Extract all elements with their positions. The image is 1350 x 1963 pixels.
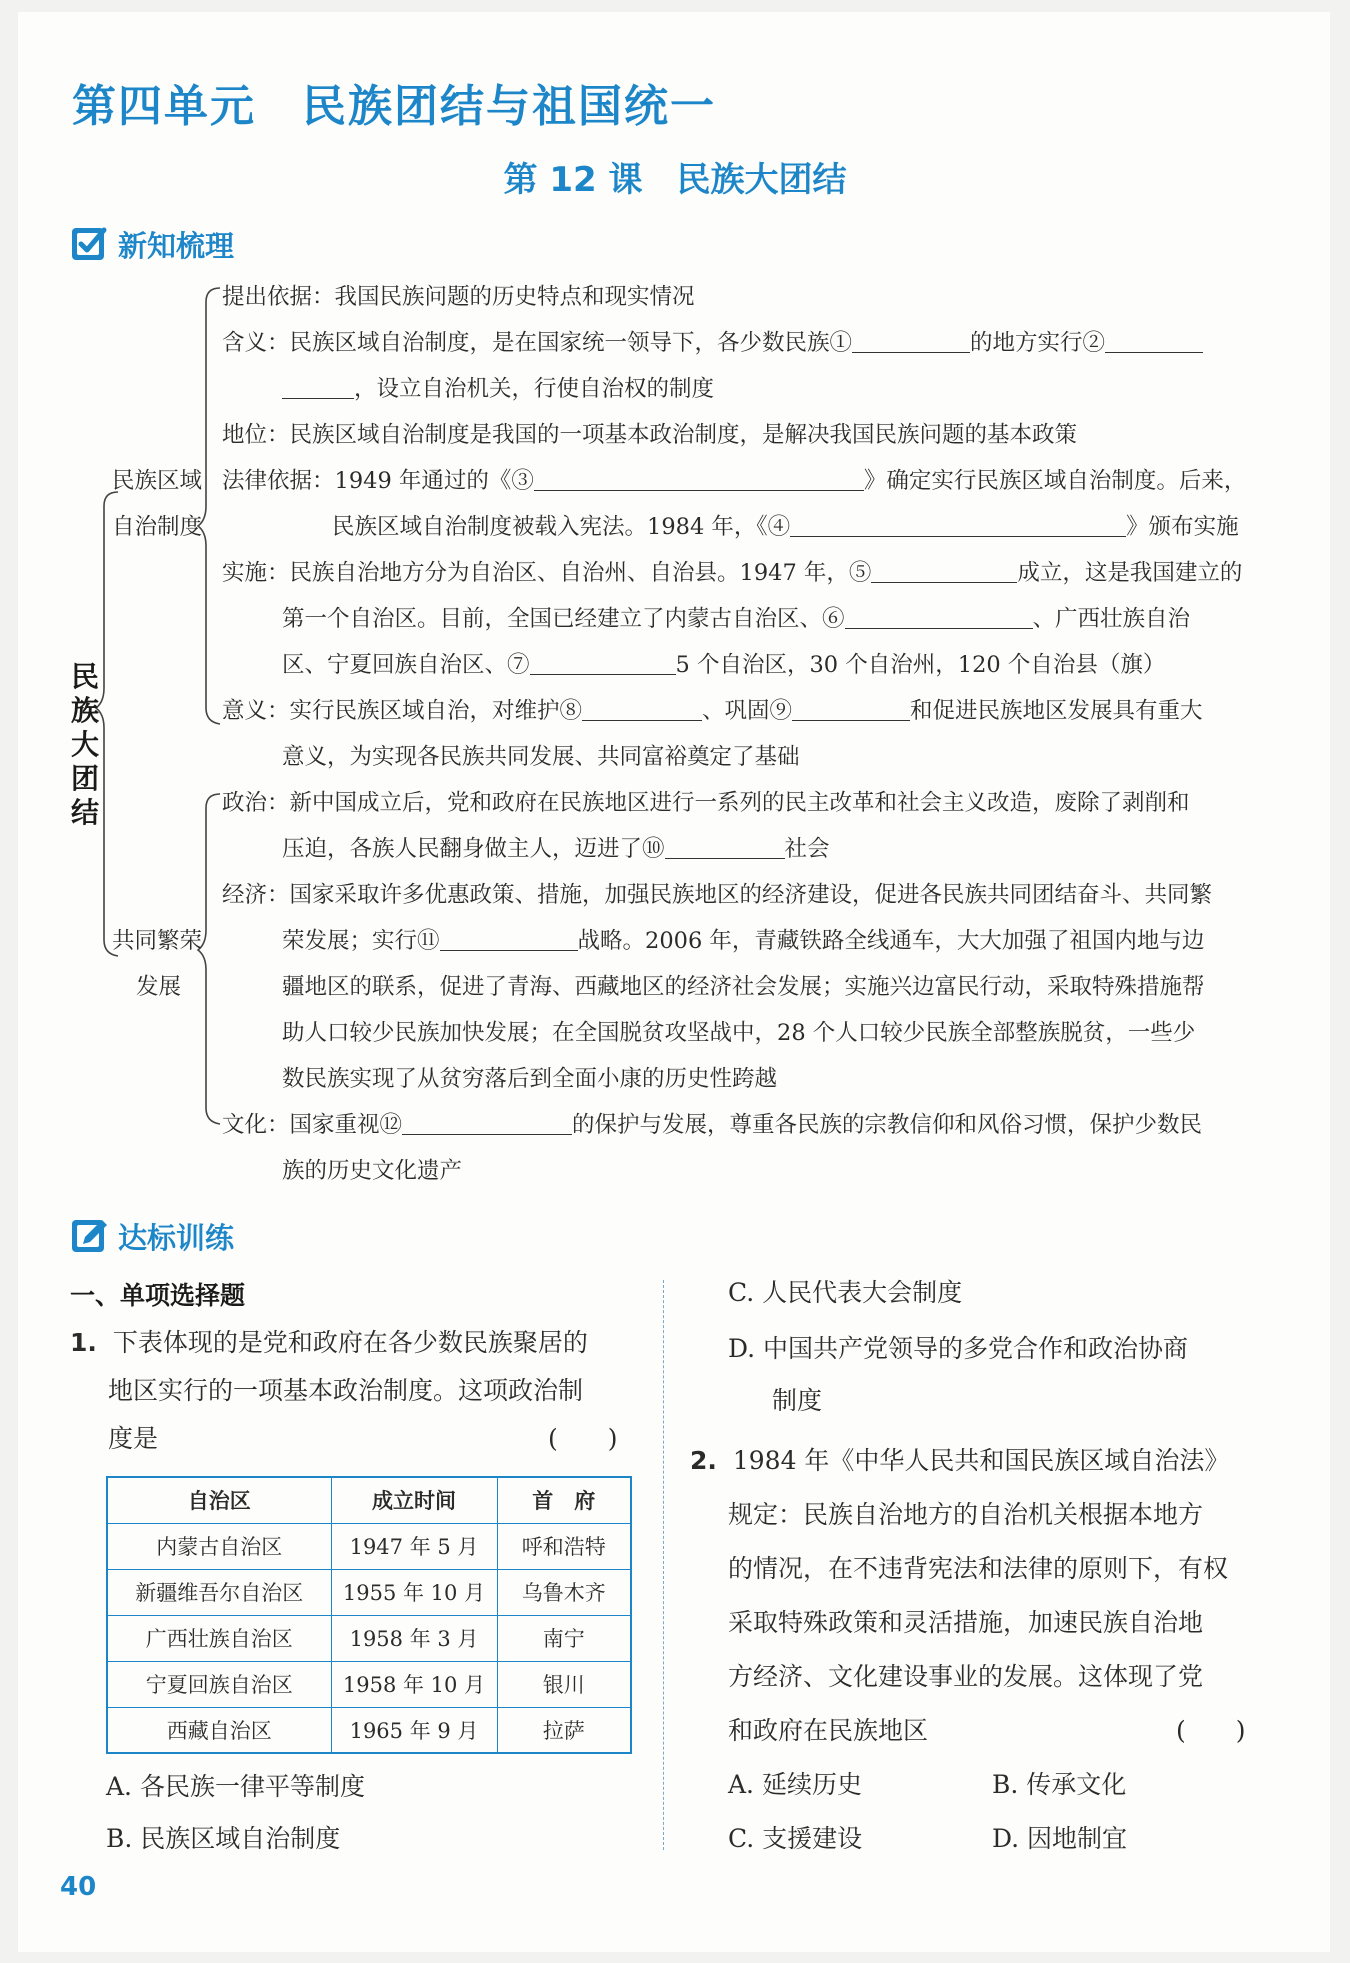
branch-autonomy-label-1: 民族区域 bbox=[112, 468, 203, 494]
answer-blank-2[interactable] bbox=[1105, 329, 1203, 353]
q2-answer-parens[interactable]: ( ) bbox=[1176, 1716, 1246, 1745]
table-cell: 新疆维吾尔自治区 bbox=[107, 1569, 331, 1615]
table-cell: 呼和浩特 bbox=[497, 1523, 631, 1569]
q2-stem-line: 方经济、文化建设事业的发展。这体现了党 bbox=[728, 1662, 1204, 1691]
table-cell: 乌鲁木齐 bbox=[497, 1569, 631, 1615]
mindmap-line: 意义，为实现各民族共同发展、共同富裕奠定了基础 bbox=[282, 744, 800, 770]
answer-blank-5[interactable] bbox=[871, 559, 1017, 583]
checkbox-pencil-icon bbox=[70, 224, 110, 264]
mindmap-line: 法律依据：1949 年通过的《③ 》确定实行民族区域自治制度。后来， bbox=[222, 468, 1247, 494]
table-cell: 1965 年 9 月 bbox=[331, 1707, 497, 1753]
mindmap-root-label: 民族大团结 bbox=[70, 660, 99, 829]
unit-title: 第四单元 民族团结与祖国统一 bbox=[72, 81, 716, 132]
q2-stem-line: 采取特殊政策和灵活措施，加速民族自治地 bbox=[728, 1608, 1204, 1637]
mindmap-line: 第一个自治区。目前，全国已经建立了内蒙古自治区、⑥ 、广西壮族自治 bbox=[282, 606, 1191, 632]
answer-blank-12[interactable] bbox=[402, 1111, 572, 1135]
mindmap-line: 地位：民族区域自治制度是我国的一项基本政治制度，是解决我国民族问题的基本政策 bbox=[222, 422, 1078, 448]
answer-blank-7[interactable] bbox=[530, 651, 676, 675]
mindmap-line: 疆地区的联系，促进了青海、西藏地区的经济社会发展；实施兴边富民行动，采取特殊措施帮 bbox=[282, 974, 1205, 1000]
branch-autonomy-label-2: 自治制度 bbox=[112, 514, 203, 540]
q1-option-c[interactable]: C. 人民代表大会制度 bbox=[728, 1278, 963, 1307]
mindmap-line: 数民族实现了从贫穷落后到全面小康的历史性跨越 bbox=[282, 1066, 778, 1092]
section-knowledge-label: 新知梳理 bbox=[118, 228, 235, 263]
table-row bbox=[107, 1569, 631, 1615]
answer-blank-9[interactable] bbox=[792, 697, 910, 721]
answer-blank-10[interactable] bbox=[665, 835, 785, 859]
answer-blank-4[interactable] bbox=[790, 513, 1126, 537]
q1-option-b[interactable]: B. 民族区域自治制度 bbox=[106, 1824, 341, 1853]
mindmap-line: 荣发展；实行⑪ 战略。2006 年，青藏铁路全线通车，大大加强了祖国内地与边 bbox=[282, 928, 1205, 954]
q2-stem-line: 2. 1984 年《中华人民共和国民族区域自治法》 bbox=[690, 1446, 1230, 1475]
table-cell: 广西壮族自治区 bbox=[107, 1615, 331, 1661]
lesson-title: 第 12 课 民族大团结 bbox=[503, 160, 847, 200]
table-cell: 银川 bbox=[497, 1661, 631, 1707]
section-training-header bbox=[70, 1214, 234, 1258]
mindmap-line: 助人口较少民族加快发展；在全国脱贫攻坚战中，28 个人口较少民族全部整族脱贫，一些少 bbox=[282, 1020, 1196, 1046]
mindmap-line: 文化：国家重视⑫ 的保护与发展，尊重各民族的宗教信仰和风俗习惯，保护少数民 bbox=[222, 1112, 1203, 1138]
q1-stem-line: 1. 下表体现的是党和政府在各少数民族聚居的 bbox=[70, 1328, 588, 1357]
table-header-row bbox=[107, 1477, 631, 1523]
table-row bbox=[107, 1707, 631, 1753]
q2-stem-line: 规定：民族自治地方的自治机关根据本地方 bbox=[728, 1500, 1204, 1529]
page-number: 40 bbox=[60, 1872, 97, 1902]
q1-number: 1. bbox=[70, 1328, 97, 1357]
table-cell: 1955 年 10 月 bbox=[331, 1569, 497, 1615]
table-cell: 宁夏回族自治区 bbox=[107, 1661, 331, 1707]
q1-option-a[interactable]: A. 各民族一律平等制度 bbox=[106, 1772, 365, 1801]
edit-pencil-icon bbox=[70, 1216, 110, 1256]
mindmap-line: 区、宁夏回族自治区、⑦ 5 个自治区，30 个自治州，120 个自治县（旗） bbox=[282, 652, 1166, 678]
table-row bbox=[107, 1523, 631, 1569]
section-knowledge-header bbox=[70, 222, 234, 266]
q1-option-d-cont: 制度 bbox=[772, 1386, 823, 1415]
answer-blank-8[interactable] bbox=[582, 697, 702, 721]
answer-blank-3[interactable] bbox=[534, 467, 864, 491]
table-cell: 1947 年 5 月 bbox=[331, 1523, 497, 1569]
question-type-title: 一、单项选择题 bbox=[70, 1281, 246, 1310]
mindmap-line: 压迫，各族人民翻身做主人，迈进了⑩ 社会 bbox=[282, 836, 830, 862]
q2-stem-line: 和政府在民族地区 bbox=[728, 1716, 929, 1745]
table-cell: 西藏自治区 bbox=[107, 1707, 331, 1753]
mindmap-line: 政治：新中国成立后，党和政府在民族地区进行一系列的民主改革和社会主义改造，废除了剥削和 bbox=[222, 790, 1190, 816]
table-row bbox=[107, 1661, 631, 1707]
table-header-cell: 成立时间 bbox=[331, 1477, 497, 1523]
q1-stem-line: 度是 bbox=[108, 1424, 159, 1453]
mindmap-line: 族的历史文化遗产 bbox=[282, 1158, 463, 1184]
table-row bbox=[107, 1615, 631, 1661]
autonomous-regions-table bbox=[106, 1476, 632, 1754]
mindmap-line: 经济：国家采取许多优惠政策、措施，加强民族地区的经济建设，促进各民族共同团结奋斗、共同繁 bbox=[222, 882, 1213, 908]
q1-stem-line: 地区实行的一项基本政治制度。这项政治制 bbox=[108, 1376, 584, 1405]
answer-blank-6[interactable] bbox=[845, 605, 1033, 629]
q2-option-d[interactable]: D. 因地制宜 bbox=[992, 1824, 1128, 1853]
q2-option-a[interactable]: A. 延续历史 bbox=[728, 1770, 862, 1799]
section-training-label: 达标训练 bbox=[118, 1220, 235, 1255]
q2-option-c[interactable]: C. 支援建设 bbox=[728, 1824, 863, 1853]
table-cell: 1958 年 10 月 bbox=[331, 1661, 497, 1707]
column-divider bbox=[663, 1280, 664, 1850]
answer-blank-1[interactable] bbox=[852, 329, 970, 353]
mindmap-line: 提出依据：我国民族问题的历史特点和现实情况 bbox=[222, 284, 695, 310]
answer-blank-2-cont[interactable] bbox=[282, 375, 354, 399]
table-cell: 内蒙古自治区 bbox=[107, 1523, 331, 1569]
table-cell: 南宁 bbox=[497, 1615, 631, 1661]
q2-number: 2. bbox=[690, 1446, 717, 1475]
q2-option-b[interactable]: B. 传承文化 bbox=[992, 1770, 1127, 1799]
table-header-cell: 自治区 bbox=[107, 1477, 331, 1523]
branch-prosperity-label-1: 共同繁荣 bbox=[112, 928, 203, 954]
mindmap-line: ，设立自治机关，行使自治权的制度 bbox=[282, 374, 714, 404]
mindmap-line: 实施：民族自治地方分为自治区、自治州、自治县。1947 年，⑤ 成立，这是我国建立的 bbox=[222, 560, 1243, 586]
table-cell: 拉萨 bbox=[497, 1707, 631, 1753]
branch-prosperity-label-2: 发展 bbox=[136, 974, 182, 1000]
q2-stem-line: 的情况，在不违背宪法和法律的原则下，有权 bbox=[728, 1554, 1229, 1583]
q1-option-d[interactable]: D. 中国共产党领导的多党合作和政治协商 bbox=[728, 1334, 1189, 1363]
q1-answer-parens[interactable]: ( ) bbox=[548, 1424, 618, 1453]
table-cell: 1958 年 3 月 bbox=[331, 1615, 497, 1661]
table-header-cell: 首 府 bbox=[497, 1477, 631, 1523]
mindmap-line: 含义：民族区域自治制度，是在国家统一领导下，各少数民族① 的地方实行② bbox=[222, 328, 1203, 358]
answer-blank-11[interactable] bbox=[440, 927, 578, 951]
mindmap-line: 意义：实行民族区域自治，对维护⑧ 、巩固⑨ 和促进民族地区发展具有重大 bbox=[222, 698, 1203, 724]
mindmap-line: 民族区域自治制度被载入宪法。1984 年，《④ 》颁布实施 bbox=[332, 514, 1239, 540]
